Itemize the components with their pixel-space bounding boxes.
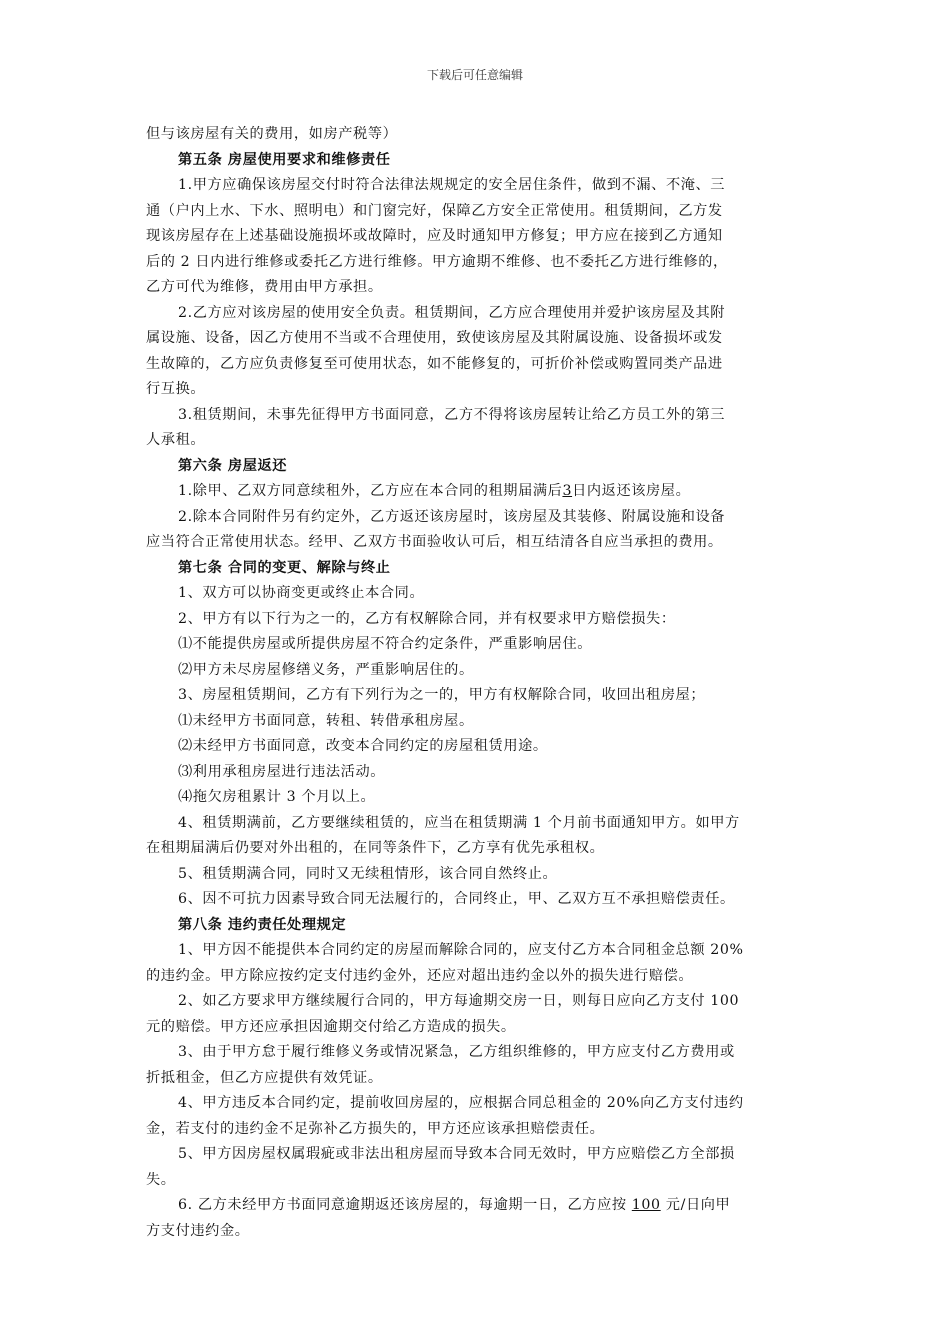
paragraph-line: 现该房屋存在上述基础设施损坏或故障时，应及时通知甲方修复；甲方应在接到乙方通知: [146, 228, 723, 244]
paragraph-line: 1.甲方应确保该房屋交付时符合法律法规规定的安全居住条件，做到不漏、不淹、三: [178, 177, 726, 193]
paragraph-line: 金，若支付的违约金不足弥补乙方损失的，甲方还应该承担赔偿责任。: [146, 1120, 605, 1137]
text-segment: 日内返还该房屋。: [572, 483, 691, 499]
paragraph-line: 4、租赁期满前，乙方要继续租赁的，应当在租赁期满 1 个月前书面通知甲方。如甲方: [178, 814, 740, 831]
paragraph-line: 在租期届满后仍要对外出租的，在同等条件下，乙方享有优先承租权。: [146, 840, 605, 856]
paragraph-line: 但与该房屋有关的费用，如房产税等）: [146, 126, 398, 142]
page-header: 下载后可任意编辑: [426, 68, 523, 82]
paragraph-line: 2、如乙方要求甲方继续履行合同的，甲方每逾期交房一日，则每日应向乙方支付 100: [178, 993, 740, 1009]
section-heading-7: 第七条 合同的变更、解除与终止: [178, 559, 391, 576]
paragraph-line: 折抵租金，但乙方应提供有效凭证。: [146, 1069, 383, 1086]
text-segment: 1.除甲、乙双方同意续租外，乙方应在本合同的租期届满后: [178, 483, 563, 499]
paragraph-line: 的违约金。甲方除应按约定支付违约金外，还应对超出违约金以外的损失进行赔偿。: [146, 967, 694, 984]
paragraph-line: 1、双方可以协商变更或终止本合同。: [178, 585, 425, 601]
paragraph-line: 2.除本合同附件另有约定外，乙方返还该房屋时，该房屋及其装修、附属设施和设备: [178, 508, 726, 525]
section-heading-5: 第五条 房屋使用要求和维修责任: [178, 151, 391, 168]
paragraph-line: 应当符合正常使用状态。经甲、乙双方书面验收认可后，相互结清各自应当承担的费用。: [146, 534, 723, 550]
paragraph-line: 3.租赁期间，未事先征得甲方书面同意，乙方不得将该房屋转让给乙方员工外的第三: [178, 406, 726, 423]
paragraph-line: 方支付违约金。: [146, 1222, 250, 1239]
section-heading-8: 第八条 违约责任处理规定: [178, 916, 347, 933]
text-segment: 元/日向甲: [660, 1197, 731, 1213]
paragraph-line: 2.乙方应对该房屋的使用安全负责。租赁期间，乙方应合理使用并爱护该房屋及其附: [178, 304, 726, 321]
paragraph-line: 属设施、设备，因乙方使用不当或不合理使用，致使该房屋及其附属设施、设备损坏或发: [146, 330, 723, 346]
list-item: ⑴不能提供房屋或所提供房屋不符合约定条件，严重影响居住。: [178, 636, 593, 652]
paragraph-line: 元的赔偿。甲方还应承担因逾期交付给乙方造成的损失。: [146, 1018, 516, 1035]
list-item: ⑵未经甲方书面同意，改变本合同约定的房屋租赁用途。: [178, 738, 548, 754]
paragraph-line: 3、由于甲方怠于履行维修义务或情况紧急，乙方组织维修的，甲方应支付乙方费用或: [178, 1044, 735, 1060]
paragraph-line: 后的 2 日内进行维修或委托乙方进行维修。甲方逾期不维修、也不委托乙方进行维修的，: [146, 253, 728, 270]
list-item: ⑶利用承租房屋进行违法活动。: [178, 763, 386, 780]
underlined-days-value: 3: [562, 483, 573, 499]
paragraph-line: [146, 479, 806, 505]
paragraph-line: 人承租。: [146, 432, 206, 448]
contract-body: [146, 122, 806, 1244]
paragraph-line: 乙方可代为维修，费用由甲方承担。: [146, 279, 383, 295]
underlined-amount-value: 100: [631, 1197, 661, 1213]
paragraph-line: 4、甲方违反本合同约定，提前收回房屋的，应根据合同总租金的 20%向乙方支付违约: [178, 1095, 744, 1111]
paragraph-line: [146, 1193, 806, 1219]
paragraph-line: 通（户内上水、下水、照明电）和门窗完好，保障乙方安全正常使用。租赁期间，乙方发: [146, 202, 723, 219]
list-item: ⑷拖欠房租累计 3 个月以上。: [178, 789, 376, 805]
paragraph-line: 1、甲方因不能提供本合同约定的房屋而解除合同的，应支付乙方本合同租金总额 20%: [178, 942, 744, 958]
paragraph-line: 3、房屋租赁期间，乙方有下列行为之一的，甲方有权解除合同，收回出租房屋；: [178, 687, 706, 703]
text-segment: 6. 乙方未经甲方书面同意逾期返还该房屋的，每逾期一日，乙方应按: [178, 1197, 632, 1213]
paragraph-line: 失。: [146, 1171, 176, 1188]
paragraph-line: 生故障的，乙方应负责修复至可使用状态，如不能修复的，可折价补偿或购置同类产品进: [146, 355, 723, 372]
paragraph-line: 5、租赁期满合同，同时又无续租情形，该合同自然终止。: [178, 865, 558, 882]
paragraph-line: 6、因不可抗力因素导致合同无法履行的，合同终止，甲、乙双方互不承担赔偿责任。: [178, 891, 735, 907]
paragraph-line: 行互换。: [146, 381, 206, 397]
list-item: ⑴未经甲方书面同意，转租、转借承租房屋。: [178, 712, 474, 729]
section-heading-6: 第六条 房屋返还: [178, 457, 288, 474]
paragraph-line: 5、甲方因房屋权属瑕疵或非法出租房屋而导致本合同无效时，甲方应赔偿乙方全部损: [178, 1146, 735, 1162]
list-item: ⑵甲方未尽房屋修缮义务，严重影响居住的。: [178, 661, 474, 678]
paragraph-line: 2、甲方有以下行为之一的，乙方有权解除合同，并有权要求甲方赔偿损失：: [178, 610, 676, 627]
